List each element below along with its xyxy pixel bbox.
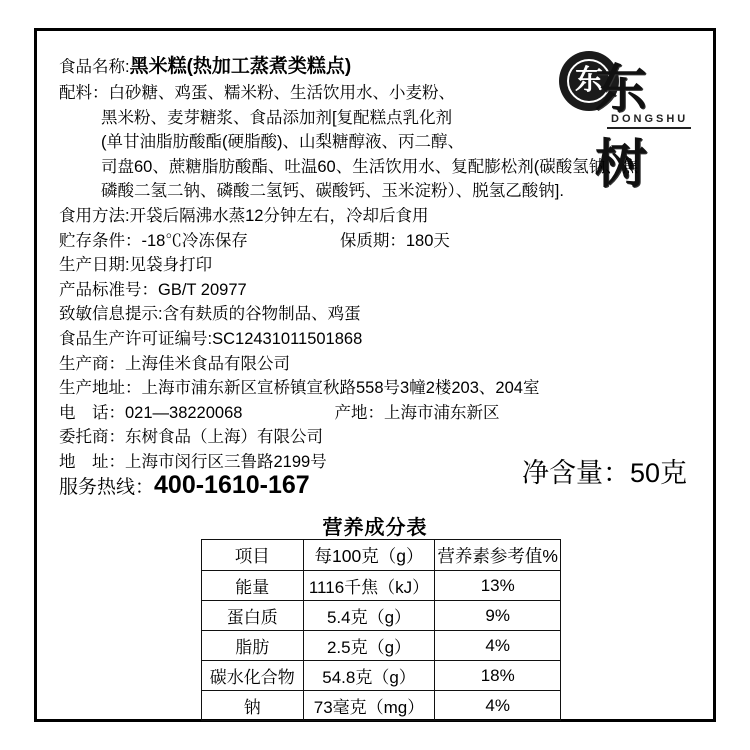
manufacturer-value: 上海佳米食品有限公司 [125, 354, 290, 373]
product-name-row [59, 53, 699, 81]
nutrition-cell-amount: 2.5克（g） [303, 631, 435, 661]
nutrition-cell-name: 能量 [202, 571, 304, 601]
ingredients-line-2-row [59, 130, 699, 155]
address-value: 上海市浦东新区宣桥镇宣秋路558号3幢2楼203、204室 [141, 379, 540, 398]
service-hotline [59, 471, 310, 500]
product-name-value: 黑米糕(热加工蒸煮类糕点) [129, 56, 352, 77]
allergen-label: 致敏信息提示: [59, 305, 163, 324]
manufacturer-label: 生产商： [59, 354, 125, 373]
entrust-address-label: 地 址： [59, 452, 125, 471]
ingredients-row [59, 81, 699, 106]
table-row [202, 571, 561, 601]
brand-name-cn: 东树 [595, 62, 650, 194]
nutrition-cell-amount: 73毫克（mg） [303, 691, 435, 721]
manufacturer-row [59, 352, 699, 377]
allergen-row [59, 302, 699, 327]
production-date-row [59, 253, 699, 278]
storage-label: 贮存条件： [59, 231, 142, 250]
license-label: 食品生产许可证编号: [59, 329, 213, 348]
license-row [59, 327, 699, 352]
entrust-label: 委托商： [59, 428, 125, 447]
ingredients-line-0: 白砂糖、鸡蛋、糯米粉、生活饮用水、小麦粉、 [108, 84, 455, 102]
net-weight [522, 451, 687, 490]
usage-value: 开袋后隔沸水蒸12分钟左右，冷却后食用 [129, 206, 429, 225]
product-label-panel [34, 28, 716, 722]
phone-row [59, 401, 699, 426]
nutrition-header-per100g: 每100克（g） [303, 540, 435, 571]
ingredients-line-4-row [59, 179, 699, 204]
nutrition-header-item: 项目 [202, 540, 304, 571]
phone-value: 021—38220068 [125, 403, 243, 422]
net-weight-value: 50克 [629, 458, 687, 488]
standard-row [59, 278, 699, 303]
table-row [202, 601, 561, 631]
allergen-value: 含有麸质的谷物制品、鸡蛋 [162, 305, 361, 324]
usage-row [59, 204, 699, 229]
nutrition-table-title: 营养成分表 [322, 517, 428, 539]
entrust-row [59, 425, 699, 450]
nutrition-cell-nrv: 18% [435, 661, 561, 691]
address-row [59, 376, 699, 401]
label-text-block [59, 53, 699, 475]
nutrition-table [201, 539, 561, 721]
nutrition-cell-nrv: 4% [435, 691, 561, 721]
ingredients-line-1-row [59, 106, 699, 131]
ingredients-line-4: 磷酸二氢二钠、磷酸二氢钙、碳酸钙、玉米淀粉）、脱氢乙酸钠]. [101, 182, 564, 201]
production-date-label: 生产日期: [59, 256, 130, 275]
table-row [202, 661, 561, 691]
shelflife-value: 180天 [405, 231, 450, 250]
origin-value: 上海市浦东新区 [383, 403, 500, 422]
origin-label: 产地： [334, 403, 384, 422]
license-value: SC12431011501868 [212, 329, 363, 348]
ingredients-label: 配料： [59, 84, 109, 102]
nutrition-cell-name: 脂肪 [202, 631, 304, 661]
standard-label: 产品标准号： [59, 280, 158, 299]
nutrition-cell-nrv: 9% [435, 601, 561, 631]
nutrition-cell-nrv: 4% [435, 631, 561, 661]
nutrition-cell-amount: 54.8克（g） [303, 661, 435, 691]
net-weight-label: 净含量： [521, 458, 630, 488]
entrust-value: 东树食品（上海）有限公司 [125, 428, 323, 447]
brand-logo-char: 东 [574, 65, 603, 96]
service-hotline-number: 400-1610-167 [154, 471, 310, 499]
phone-label: 电 话： [59, 403, 125, 422]
nutrition-cell-nrv: 13% [435, 571, 561, 601]
ingredients-line-3: 司盘60、蔗糖脂肪酸酯、吐温60、生活饮用水、复配膨松剂(碳酸氢钠、焦 [101, 157, 639, 176]
table-row [202, 631, 561, 661]
table-row [202, 691, 561, 721]
entrust-address-value: 上海市闵行区三鲁路2199号 [125, 452, 327, 471]
nutrition-header-row [202, 540, 561, 571]
ingredients-line-2: (单甘油脂肪酸酯(硬脂酸)、山梨糖醇液、丙二醇、 [101, 133, 464, 152]
product-name-label: 食品名称: [59, 58, 130, 76]
shelflife-label: 保质期： [339, 231, 406, 250]
nutrition-cell-name: 钠 [202, 691, 304, 721]
nutrition-cell-name: 碳水化合物 [202, 661, 304, 691]
nutrition-cell-amount: 1116千焦（kJ） [303, 571, 435, 601]
nutrition-header-nrv: 营养素参考值% [435, 540, 561, 571]
address-label: 生产地址： [59, 379, 142, 398]
nutrition-cell-amount: 5.4克（g） [303, 601, 435, 631]
nutrition-cell-name: 蛋白质 [202, 601, 304, 631]
brand-pinyin: DONGSHU [611, 113, 689, 125]
standard-value: GB/T 20977 [158, 280, 247, 299]
storage-row [59, 229, 699, 254]
production-date-value: 见袋身打印 [129, 256, 213, 275]
storage-value: -18℃冷冻保存 [141, 231, 248, 250]
ingredients-line-1: 黑米粉、麦芽糖浆、食品添加剂[复配糕点乳化剂 [101, 108, 453, 127]
service-hotline-label: 服务热线： [59, 477, 155, 498]
ingredients-line-3-row [59, 155, 699, 180]
usage-label: 食用方法: [59, 206, 130, 225]
